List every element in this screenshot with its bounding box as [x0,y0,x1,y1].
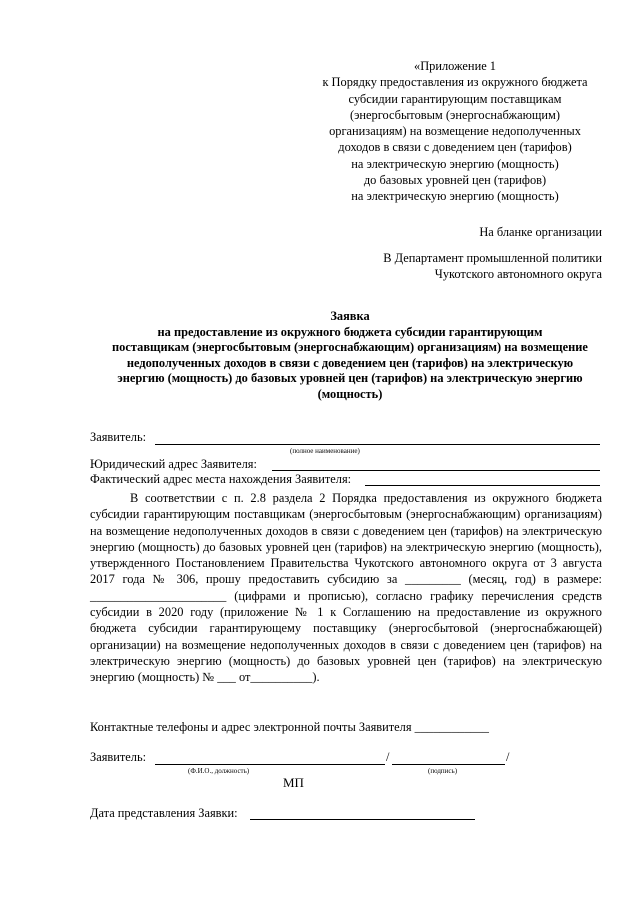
applicant-name-field[interactable] [155,444,600,445]
addressee-line: В Департамент промышленной политики [383,251,602,265]
applicant-name-hint: (полное наименование) [290,447,360,455]
appendix-line: субсидии гарантирующим поставщикам [348,91,562,106]
signature-sign-hint: (подпись) [428,767,458,775]
appendix-line: на электрическую энергию (мощность) [351,189,559,204]
signature-label: Заявитель: [90,750,147,764]
signature-sign-field[interactable] [392,764,505,765]
body-paragraph [90,490,602,686]
title-line: недополученных доходов в связи с доведением цен (тарифов) на электрическую [126,355,574,370]
legal-address-field[interactable] [272,470,600,471]
title-line: (мощность) [317,386,383,401]
title-line: энергию (мощность) до базовых уровней цен (тарифов) на электрическую энергию [117,371,583,385]
submission-date-label: Дата представления Заявки: [90,806,238,820]
signature-name-hint: (Ф.И.О., должность) [188,767,250,775]
letterhead-note: На бланке организации [479,225,602,239]
title-line: поставщикам (энергосбытовым (энергоснабжающим) организациям) на возмещение [112,340,588,354]
addressee-line: Чукотского автономного округа [434,267,602,281]
signature-name-field[interactable] [155,764,385,765]
title-line: на предоставление из окружного бюджета субсидии гарантирующим [157,324,543,339]
appendix-line: организациям) на возмещение недополученных [329,124,581,139]
appendix-block [300,58,610,205]
appendix-line: «Приложение 1 [414,59,496,73]
submission-date-field[interactable] [250,819,475,820]
appendix-line: на электрическую энергию (мощность) [351,156,559,171]
title-heading: Заявка [330,309,370,323]
stamp-mark: МП [283,775,304,790]
signature-slash: / [506,750,510,764]
applicant-label: Заявитель: [90,430,147,444]
appendix-line: (энергосбытовым (энергоснабжающим) [349,107,561,122]
actual-address-label: Фактический адрес места нахождения Заявителя: [90,472,352,486]
legal-address-label: Юридический адрес Заявителя: [90,457,257,471]
appendix-line: до базовых уровней цен (тарифов) [363,173,547,188]
document-title [90,309,610,402]
appendix-line: к Порядку предоставления из окружного бюджета [322,75,588,90]
signature-slash: / [386,750,390,764]
contacts-label: Контактные телефоны и адрес электронной почты Заявителя ____________ [90,720,489,734]
appendix-line: доходов в связи с доведением цен (тарифов) [338,140,572,155]
body-text: В соответствии с п. 2.8 раздела 2 Порядка предоставления из окружного бюджета субсидии гарантирующим поставщикам (энергосбытовым (энергоснабжающим) организациям) на возмещение недополученных доходов в связи с доведением цен (тарифов) на электрическую энергию (мощность) до базовых уровней цен (тарифов) на электрическую энергию (мощность), утвержденного Постановлением Правительства Чукотского автономного округа от 3 августа 2017 года № 306, прошу предоставить субсидию за _________ (месяц, год) в размере: ______________________ (цифрами и прописью), согласно графику перечисления средств субсидии в 2020 году (приложение № 1 к Соглашению на предоставление из окружного бюджета субсидии гарантирующему поставщику (энергосбытовой (энергоснабжающей) организации) на возмещение недополученных доходов в связи с доведением цен (тарифов) на электрическую энергию (мощность) до базовых уровней цен (тарифов) на электрическую энергию (мощность) № ___ от__________). [90,491,602,685]
addressee-block [340,250,602,282]
actual-address-field[interactable] [365,485,600,486]
